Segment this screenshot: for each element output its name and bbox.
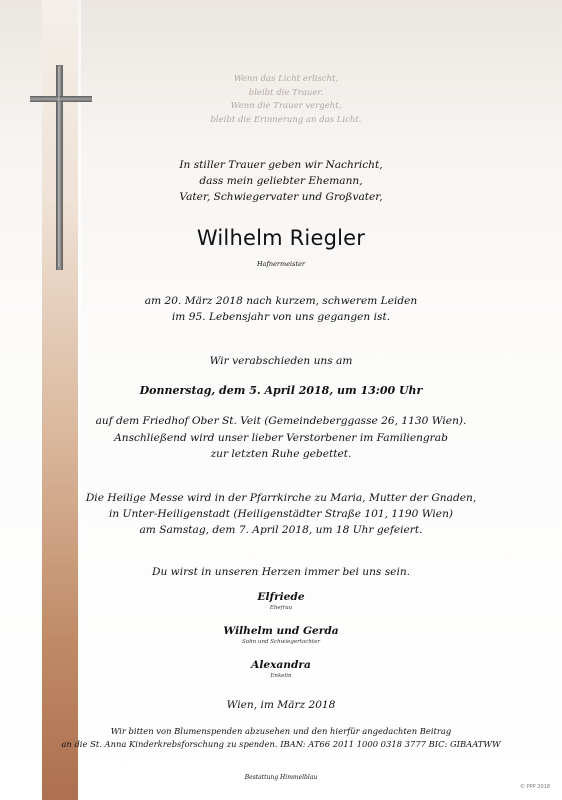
- mourner-name: Wilhelm und Gerda: [223, 625, 339, 637]
- mourner-relation: Enkelin: [270, 673, 292, 679]
- funeral-home: Bestattung Himmelblau: [244, 774, 318, 781]
- intro-line: dass mein geliebter Ehemann,: [199, 175, 363, 187]
- mourner-relation: Ehefrau: [269, 605, 293, 611]
- cemetery-line: Anschließend wird unser lieber Verstorbener im Familiengrab: [114, 431, 448, 444]
- intro-text: [0, 157, 562, 205]
- death-line: im 95. Lebensjahr von uns gegangen ist.: [171, 311, 391, 323]
- mourner-name: Elfriede: [257, 591, 305, 603]
- cemetery-info: [0, 413, 562, 463]
- closing-text: Du wirst in unseren Herzen immer bei uns sein.: [151, 566, 411, 578]
- motto: [196, 73, 376, 127]
- motto-line: Wenn das Licht erlischt,: [233, 74, 339, 84]
- mourner: [0, 659, 562, 679]
- mass-info: [0, 490, 562, 538]
- cemetery-line: zur letzten Ruhe gebettet.: [210, 448, 352, 460]
- mourner: [0, 591, 562, 611]
- death-notice: [0, 293, 562, 325]
- donation-line: Wir bitten von Blumenspenden abzusehen und den hierfür angedachten Beitrag: [110, 726, 452, 736]
- deceased-title: Hafnermeister: [256, 260, 306, 268]
- place-date: Wien, im März 2018: [226, 699, 336, 711]
- motto-line: bleibt die Erinnerung an das Licht.: [210, 114, 362, 125]
- donation-line: an die St. Anna Kinderkrebsforschung zu spenden. IBAN: AT66 2011 1000 0318 3777 BIC: GIBAATWW: [61, 739, 501, 749]
- deceased-name: Wilhelm Riegler: [196, 226, 366, 250]
- intro-line: Vater, Schwiegervater und Großvater,: [179, 191, 383, 203]
- farewell-text: Wir verabschieden uns am: [209, 355, 353, 367]
- mourner-relation: Sohn und Schwiegertochter: [241, 639, 321, 645]
- intro-line: In stiller Trauer geben wir Nachricht,: [179, 159, 383, 171]
- funeral-date: Donnerstag, dem 5. April 2018, um 13:00 Uhr: [139, 384, 423, 397]
- mass-line: am Samstag, dem 7. April 2018, um 18 Uhr gefeiert.: [139, 524, 423, 536]
- motto-line: bleibt die Trauer.: [248, 87, 324, 98]
- mourner-name: Alexandra: [251, 659, 311, 671]
- donation-note: [0, 725, 562, 751]
- cemetery-line: auf dem Friedhof Ober St. Veit (Gemeindeberggasse 26, 1130 Wien).: [95, 415, 467, 427]
- death-line: am 20. März 2018 nach kurzem, schwerem Leiden: [144, 295, 418, 307]
- motto-line: Wenn die Trauer vergeht,: [230, 101, 342, 111]
- mass-line: in Unter-Heiligenstadt (Heiligenstädter Straße 101, 1190 Wien): [108, 508, 454, 520]
- mass-line: Die Heilige Messe wird in der Pfarrkirche zu Maria, Mutter der Gnaden,: [85, 492, 477, 504]
- copyright: © PPP 2018: [520, 784, 550, 790]
- mourner: [0, 625, 562, 645]
